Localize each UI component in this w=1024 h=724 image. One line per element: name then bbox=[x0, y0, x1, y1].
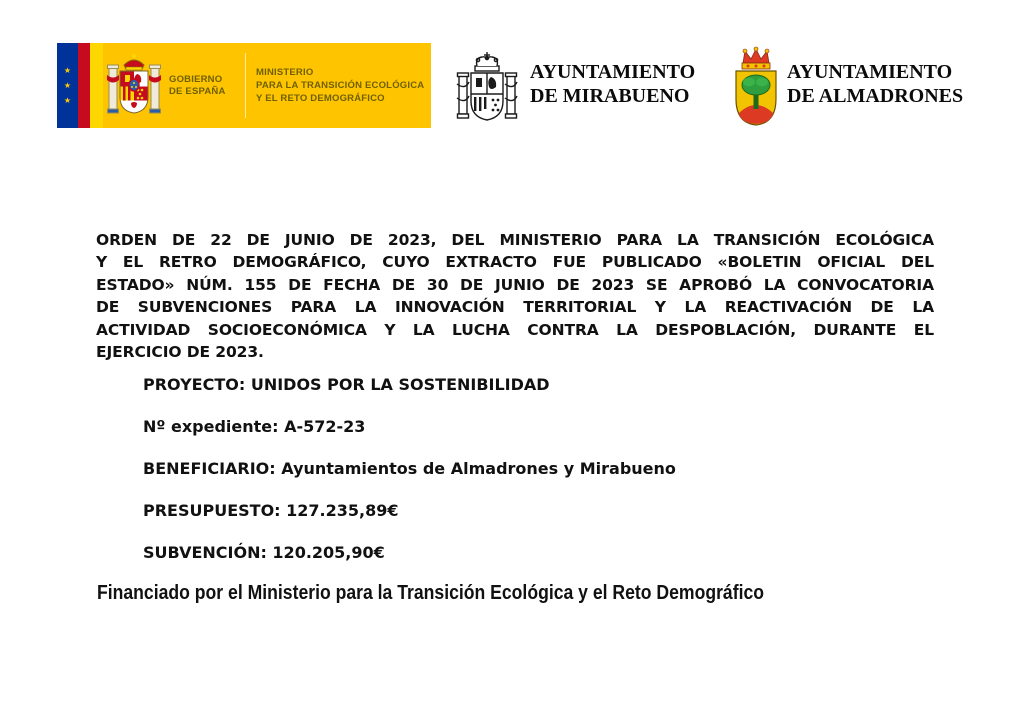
presupuesto: PRESUPUESTO: 127.235,89€ bbox=[143, 501, 399, 520]
project-details bbox=[143, 374, 676, 584]
beneficiario: BENEFICIARIO: Ayuntamientos de Almadrones y Mirabueno bbox=[143, 459, 676, 478]
paragraph-line: ORDEN DE 22 DE JUNIO DE 2023, DEL MINISTERIO PARA LA TRANSICIÓN ECOLÓGICA bbox=[96, 231, 934, 249]
paragraph-line: Y EL RETRO DEMOGRÁFICO, CUYO EXTRACTO FUE PUBLICADO «BOLETIN OFICIAL DEL bbox=[96, 253, 934, 272]
paragraph-line: ACTIVIDAD SOCIOECONÓMICA Y LA LUCHA CONTRA LA DESPOBLACIÓN, DURANTE EL bbox=[96, 320, 934, 339]
spain-flag-yellow-stripe bbox=[90, 43, 103, 128]
subvencion: SUBVENCIÓN: 120.205,90€ bbox=[143, 543, 385, 562]
ministry-label: MINISTERIO PARA LA TRANSICIÓN ECOLÓGICA Y EL RETO DEMOGRÁFICO bbox=[256, 67, 425, 104]
gobierno-espana-logo bbox=[57, 43, 431, 128]
logo-divider bbox=[245, 53, 246, 118]
gobierno-espana-label: GOBIERNO DE ESPAÑA bbox=[169, 74, 226, 97]
almadrones-label: AYUNTAMIENTO DE ALMADRONES bbox=[787, 61, 964, 107]
eu-star-icon: ★ bbox=[63, 80, 72, 90]
expediente-number: Nº expediente: A-572-23 bbox=[143, 417, 366, 436]
order-paragraph bbox=[96, 229, 934, 363]
mirabueno-label: AYUNTAMIENTO DE MIRABUENO bbox=[530, 61, 696, 107]
financing-note: Financiado por el Ministerio para la Transición Ecológica y el Reto Demográfico bbox=[97, 582, 765, 604]
almadrones-shield-icon bbox=[733, 45, 779, 127]
eu-flag-stripe bbox=[57, 43, 78, 128]
project-name: PROYECTO: UNIDOS POR LA SOSTENIBILIDAD bbox=[143, 375, 550, 394]
paragraph-line: EJERCICIO DE 2023. bbox=[96, 343, 264, 362]
eu-star-icon: ★ bbox=[63, 95, 72, 105]
paragraph-line: DE SUBVENCIONES PARA LA INNOVACIÓN TERRITORIAL Y LA REACTIVACIÓN DE LA bbox=[96, 298, 934, 317]
eu-star-icon: ★ bbox=[63, 65, 72, 75]
eu-spain-flag-icon bbox=[57, 43, 103, 128]
mirabueno-coat-of-arms-icon bbox=[451, 50, 523, 128]
paragraph-line: ESTADO» NÚM. 155 DE FECHA DE 30 DE JUNIO DE 2023 SE APROBÓ LA CONVOCATORIA bbox=[96, 275, 934, 294]
spain-coat-of-arms-icon bbox=[106, 53, 162, 119]
spain-flag-red-stripe bbox=[78, 43, 90, 128]
